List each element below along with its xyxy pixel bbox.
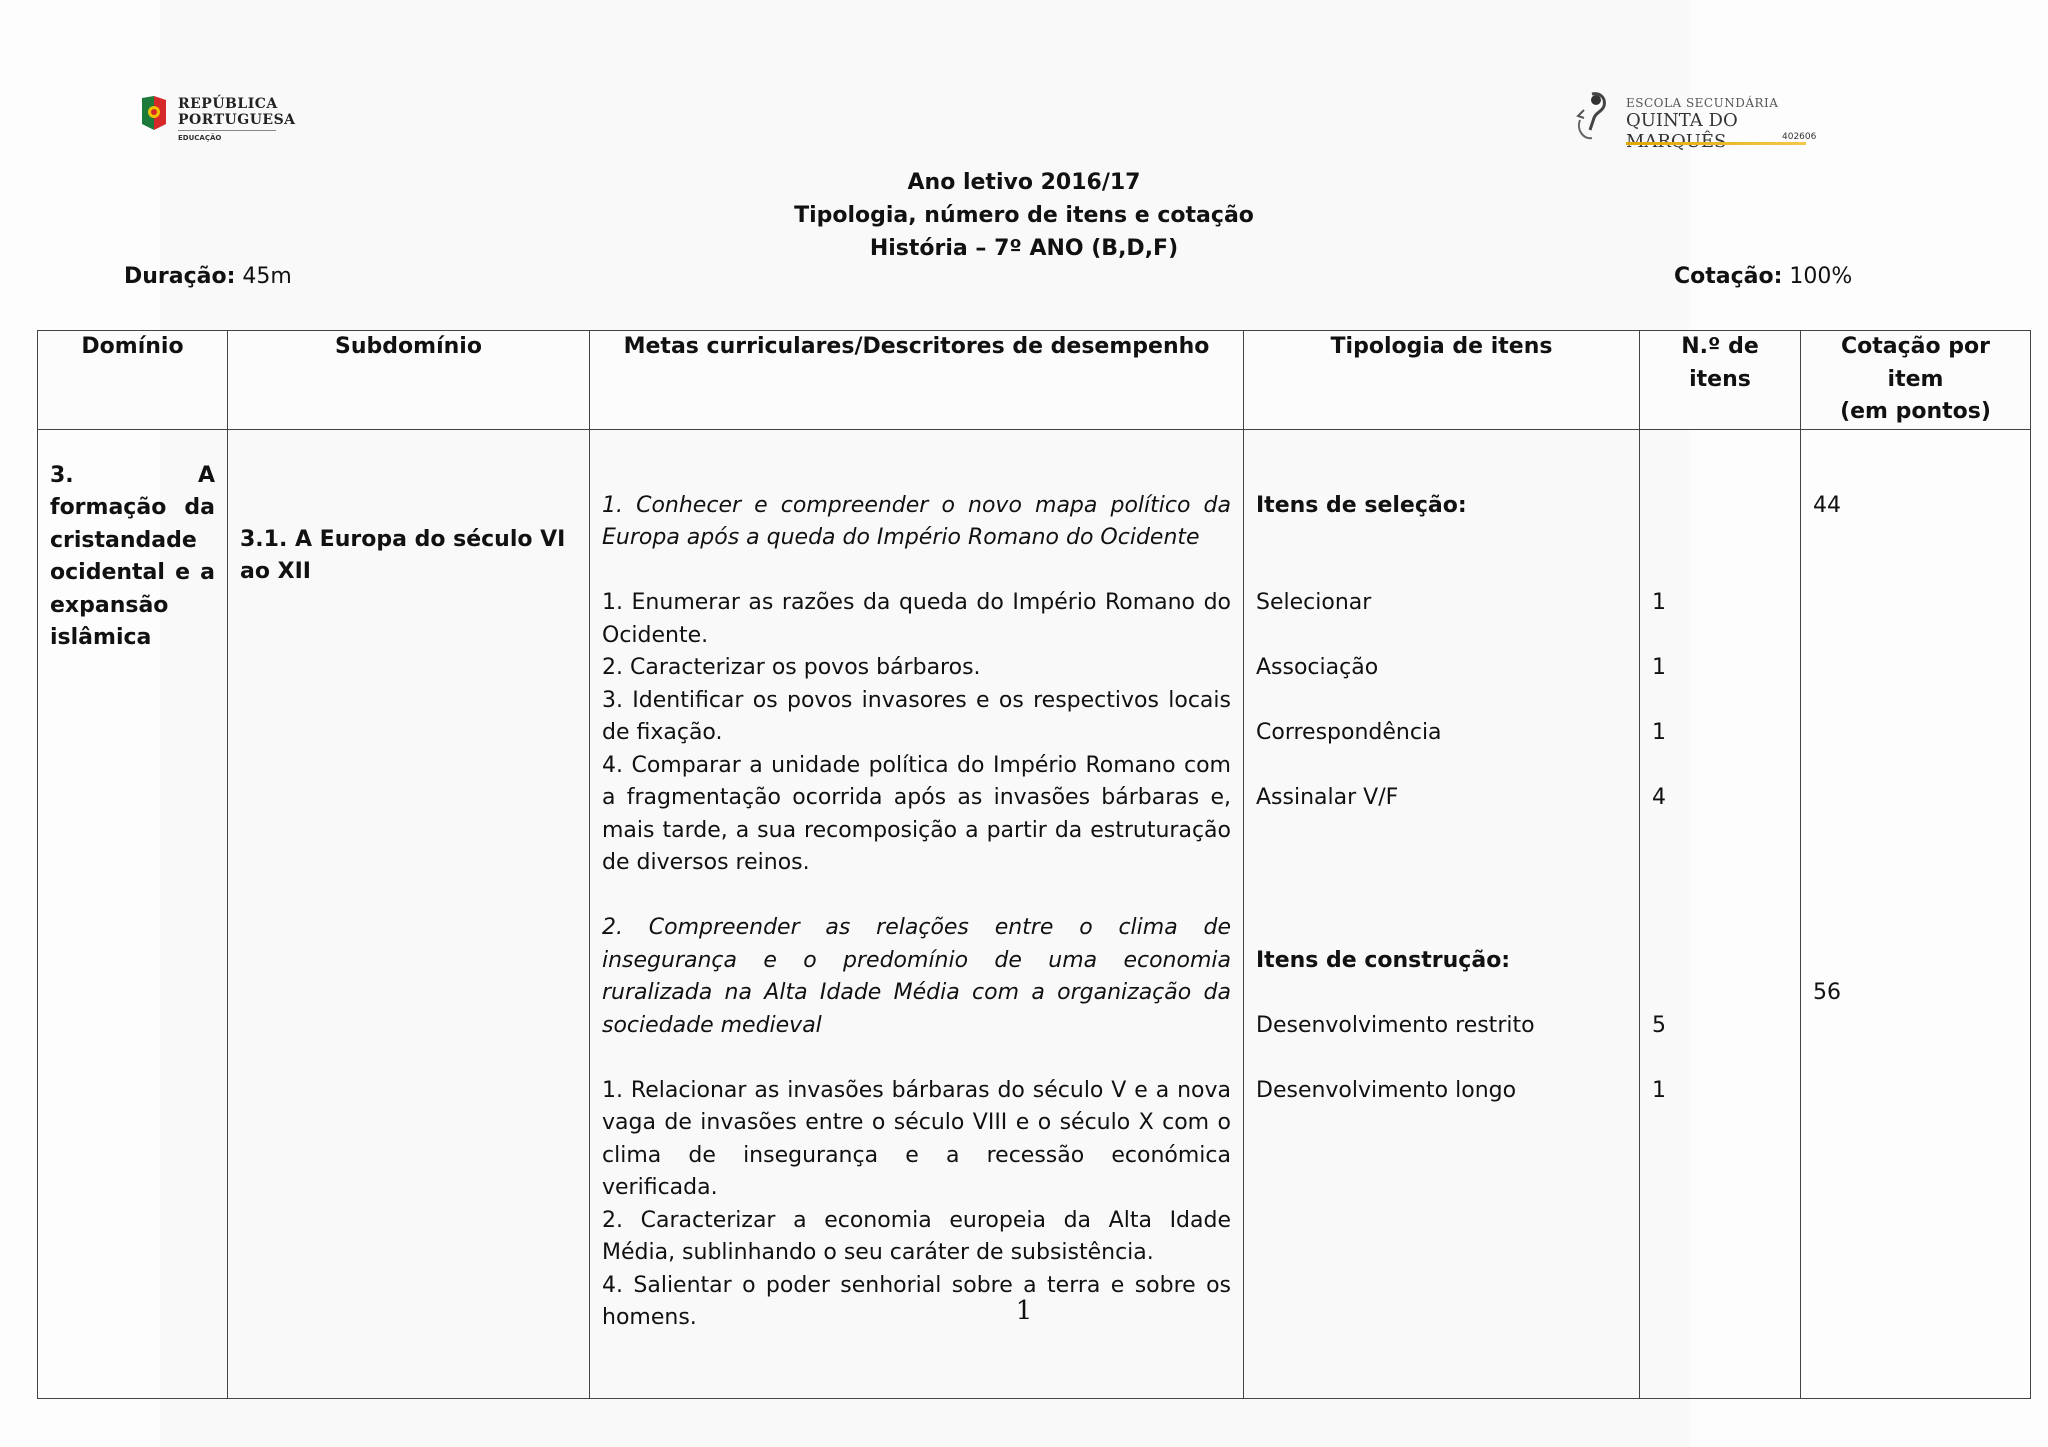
selecao-item-count: 1 xyxy=(1652,590,1666,615)
score-label: Cotação: xyxy=(1674,264,1783,289)
school-logo-code: 402606 xyxy=(1782,132,1817,142)
portuguese-flag-emblem-icon xyxy=(140,94,168,134)
selecao-heading: Itens de seleção: xyxy=(1256,492,1467,518)
school-logo-underline xyxy=(1626,142,1806,145)
goal-2: 2. Compreender as relações entre o clima de insegurança e o predomínio de uma economia ruralizada na Alta Idade Média com a organização da sociedade medieval xyxy=(602,915,1231,1038)
header-subdominio: Subdomínio xyxy=(228,331,590,430)
table-row xyxy=(38,429,2031,1398)
construcao-item-count: 5 xyxy=(1652,1012,1666,1038)
selecao-item-count: 1 xyxy=(1652,655,1666,680)
construcao-item-count: 1 xyxy=(1652,1077,1666,1103)
selecao-item-label: Selecionar xyxy=(1256,590,1372,615)
goal-1-item: 3. Identificar os povos invasores e os respectivos locais de fixação. xyxy=(602,687,1231,745)
goal-2-item: 4. Salientar o poder senhorial sobre a terra e sobre os homens. xyxy=(602,1272,1231,1330)
school-emblem-icon xyxy=(1570,90,1620,150)
school-logo-line1: ESCOLA SECUNDÁRIA xyxy=(1626,96,1779,110)
goal-1: 1. Conhecer e compreender o novo mapa político da Europa após a queda do Império Romano do Ocidente xyxy=(602,492,1231,550)
title-typology: Tipologia, número de itens e cotação xyxy=(794,203,1254,228)
selecao-item-count: 1 xyxy=(1652,720,1666,745)
selecao-item-label: Assinalar V/F xyxy=(1256,785,1399,810)
school-logo xyxy=(1570,90,1820,150)
subdominio-cell: 3.1. A Europa do século VI ao XII xyxy=(228,429,590,1398)
table-header-row xyxy=(38,331,2031,430)
selecao-item-count: 4 xyxy=(1652,785,1666,810)
selecao-score: 44 xyxy=(1813,492,1841,518)
document-titles xyxy=(0,166,2048,265)
tipologia-cell xyxy=(1244,429,1640,1398)
goal-1-item: 2. Caracterizar os povos bárbaros. xyxy=(602,655,981,680)
goal-1-item: 1. Enumerar as razões da queda do Império Romano do Ocidente. xyxy=(602,590,1231,648)
logo-text-line1: REPÚBLICA xyxy=(178,96,278,112)
construcao-score: 56 xyxy=(1813,980,1841,1005)
duration-info xyxy=(124,264,292,289)
header-dominio: Domínio xyxy=(38,331,228,430)
construcao-item-label: Desenvolvimento restrito xyxy=(1256,1012,1535,1038)
score-value: 100% xyxy=(1782,264,1853,289)
selecao-item-label: Associação xyxy=(1256,655,1379,680)
header-cotacao-line1: Cotação por item xyxy=(1841,334,1990,392)
header-cotacao-line2: (em pontos) xyxy=(1840,399,1991,424)
assessment-table xyxy=(37,330,2031,1399)
title-subject: História – 7º ANO (B,D,F) xyxy=(869,236,1179,261)
page-number: 1 xyxy=(1015,1296,1033,1326)
goal-2-item: 1. Relacionar as invasões bárbaras do século V e a nova vaga de invasões entre o século VIII e o século X com o clima de insegurança e a recessão económica verificada. xyxy=(602,1077,1231,1200)
n-itens-cell xyxy=(1640,429,1801,1398)
construcao-heading: Itens de construção: xyxy=(1256,947,1511,973)
goal-1-item: 4. Comparar a unidade política do Império Romano com a fragmentação ocorrida após as invasões bárbaras e, mais tarde, a sua recomposição a partir da estruturação de diversos reinos. xyxy=(602,752,1231,875)
republica-portuguesa-logo xyxy=(140,92,296,152)
logo-text-line2: PORTUGUESA xyxy=(178,112,296,128)
construcao-item-label: Desenvolvimento longo xyxy=(1256,1077,1517,1103)
duration-label: Duração: xyxy=(124,264,236,289)
dominio-cell: 3. A formação da cristandade ocidental e a expansão islâmica xyxy=(38,429,228,1398)
metas-cell xyxy=(590,429,1244,1398)
school-logo-line2: QUINTA DO xyxy=(1626,110,1738,131)
logo-text-line3: EDUCAÇÃO xyxy=(178,134,222,142)
title-school-year: Ano letivo 2016/17 xyxy=(907,170,1141,195)
selecao-item-label: Correspondência xyxy=(1256,720,1442,745)
logo-divider xyxy=(178,130,276,131)
goal-2-item: 2. Caracterizar a economia europeia da Alta Idade Média, sublinhando o seu caráter de subsistência. xyxy=(602,1207,1231,1265)
score-info xyxy=(1674,264,1852,289)
header-metas: Metas curriculares/Descritores de desempenho xyxy=(590,331,1244,430)
duration-value: 45m xyxy=(235,264,292,289)
header-tipologia: Tipologia de itens xyxy=(1244,331,1640,430)
cotacao-cell xyxy=(1801,429,2031,1398)
header-n-itens: N.º de itens xyxy=(1640,331,1801,430)
header-cotacao xyxy=(1801,331,2031,430)
